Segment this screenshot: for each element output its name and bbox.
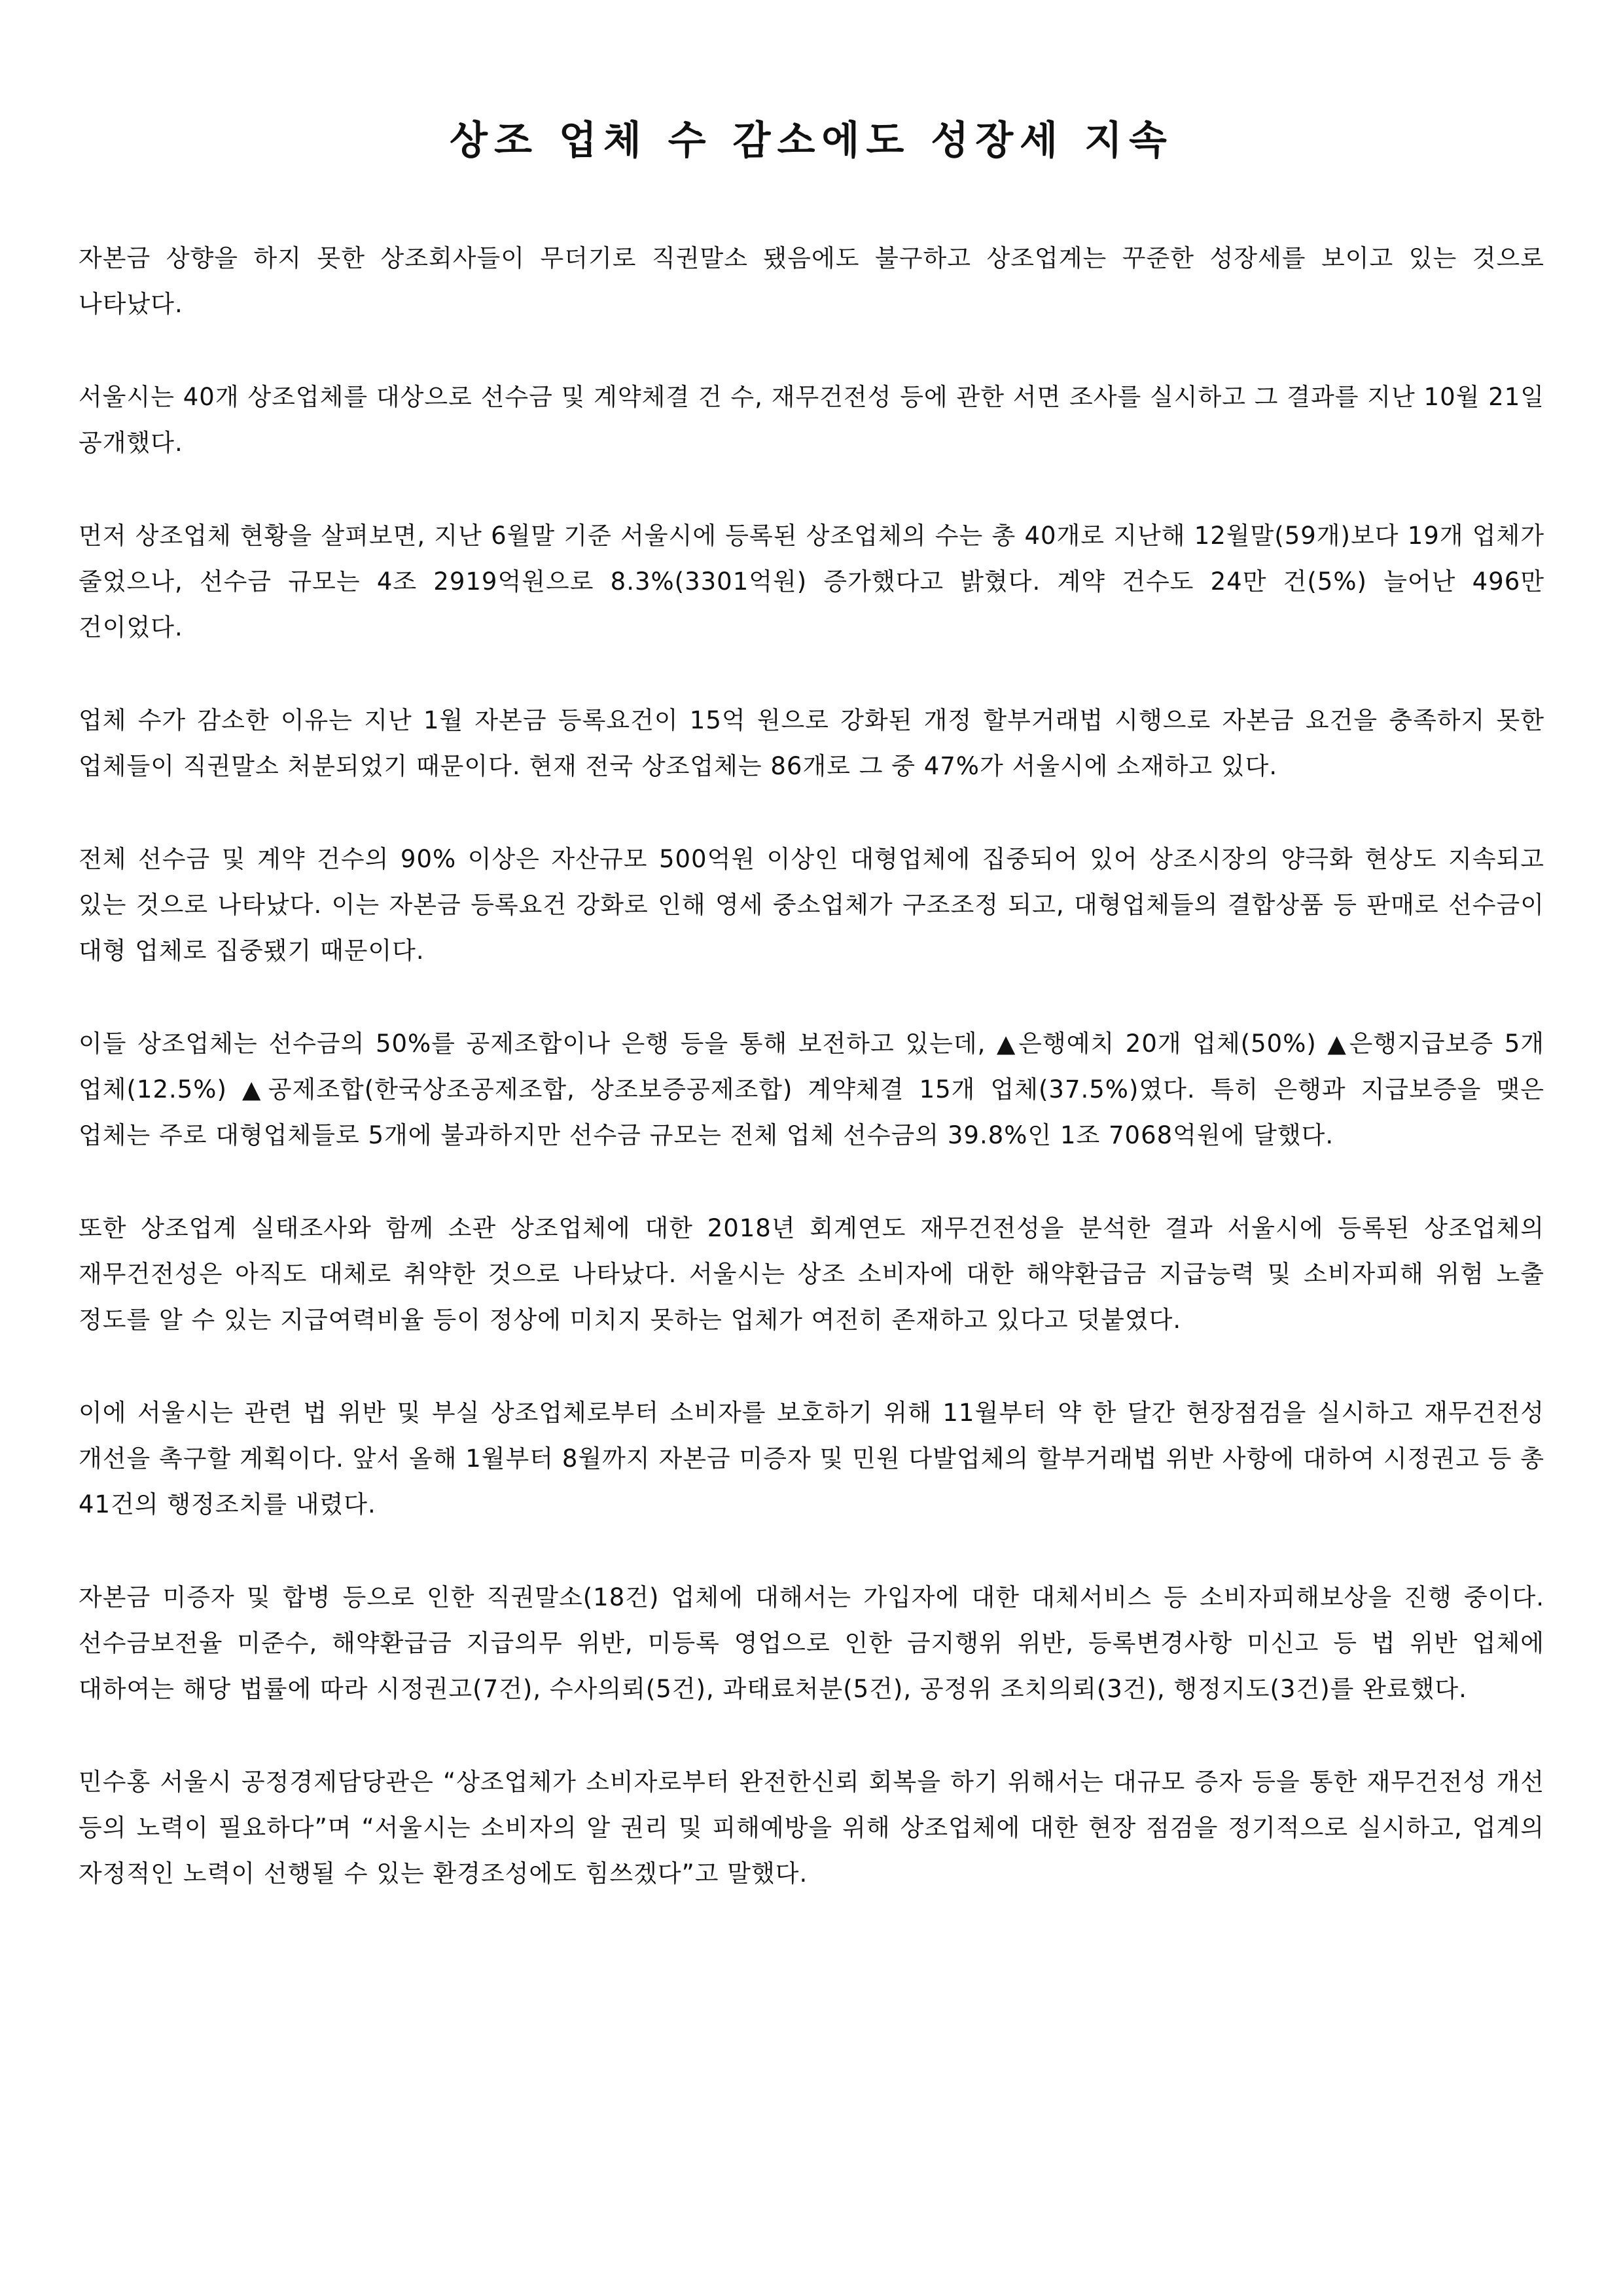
paragraph-6: 이들 상조업체는 선수금의 50%를 공제조합이나 은행 등을 통해 보전하고 있는데, ▲은행예치 20개 업체(50%) ▲은행지급보증 5개 업체(12.5%) ▲공제조합(한국상조공제조합, 상조보증공제조합) 계약체결 15개 업체(37.5%)였다. 특히 은행과 지급보증을 맺은 업체는 주로 대형업체들로 5개에 불과하지만 선수금 규모는 전체 업체 선수금의 39.8%인 1조 7068억원에 달했다.	[79, 1030, 1544, 1149]
paragraph-2: 서울시는 40개 상조업체를 대상으로 선수금 및 계약체결 건 수, 재무건전성 등에 관한 서면 조사를 실시하고 그 결과를 지난 10월 21일 공개했다.	[79, 383, 1544, 457]
paragraph-9: 자본금 미증자 및 합병 등으로 인한 직권말소(18건) 업체에 대해서는 가입자에 대한 대체서비스 등 소비자피해보상을 진행 중이다. 선수금보전율 미준수, 해약환급금 지급의무 위반, 미등록 영업으로 인한 금지행위 위반, 등록변경사항 미신고 등 법 위반 업체에 대하여는 해당 법률에 따라 시정권고(7건), 수사의뢰(5건), 과태료처분(5건), 공정위 조치의뢰(3건), 행정지도(3건)를 완료했다.	[79, 1583, 1544, 1703]
paragraph-5: 전체 선수금 및 계약 건수의 90% 이상은 자산규모 500억원 이상인 대형업체에 집중되어 있어 상조시장의 양극화 현상도 지속되고 있는 것으로 나타났다. 이는 자본금 등록요건 강화로 인해 영세 중소업체가 구조조정 되고, 대형업체들의 결합상품 등 판매로 선수금이 대형 업체로 집중됐기 때문이다.	[79, 845, 1544, 965]
article-title: 상조 업체 수 감소에도 성장세 지속	[450, 118, 1173, 164]
paragraph-8: 이에 서울시는 관련 법 위반 및 부실 상조업체로부터 소비자를 보호하기 위해 11월부터 약 한 달간 현장점검을 실시하고 재무건전성 개선을 촉구할 계획이다. 앞서 올해 1월부터 8월까지 자본금 미증자 및 민원 다발업체의 할부거래법 위반 사항에 대하여 시정권고 등 총 41건의 행정조치를 내렸다.	[79, 1399, 1544, 1518]
paragraph-7: 또한 상조업계 실태조사와 함께 소관 상조업체에 대한 2018년 회계연도 재무건전성을 분석한 결과 서울시에 등록된 상조업체의 재무건전성은 아직도 대체로 취약한 것으로 나타났다. 서울시는 상조 소비자에 대한 해약환급금 지급능력 및 소비자피해 위험 노출 정도를 알 수 있는 지급여력비율 등이 정상에 미치지 못하는 업체가 여전히 존재하고 있다고 덧붙였다.	[79, 1214, 1544, 1334]
paragraph-10: 민수홍 서울시 공정경제담당관은 “상조업체가 소비자로부터 완전한신뢰 회복을 하기 위해서는 대규모 증자 등을 통한 재무건전성 개선 등의 노력이 필요하다”며 “서울시는 소비자의 알 권리 및 피해예방을 위해 상조업체에 대한 현장 점검을 정기적으로 실시하고, 업계의 자정적인 노력이 선행될 수 있는 환경조성에도 힘쓰겠다”고 말했다.	[79, 1768, 1544, 1888]
paragraph-3: 먼저 상조업체 현황을 살펴보면, 지난 6월말 기준 서울시에 등록된 상조업체의 수는 총 40개로 지난해 12월말(59개)보다 19개 업체가 줄었으나, 선수금 규모는 4조 2919억원으로 8.3%(3301억원) 증가했다고 밝혔다. 계약 건수도 24만 건(5%) 늘어난 496만 건이었다.	[79, 522, 1544, 641]
article-body	[79, 236, 1544, 1944]
paragraph-1: 자본금 상향을 하지 못한 상조회사들이 무더기로 직권말소 됐음에도 불구하고 상조업계는 꾸준한 성장세를 보이고 있는 것으로 나타났다.	[79, 244, 1544, 318]
paragraph-4: 업체 수가 감소한 이유는 지난 1월 자본금 등록요건이 15억 원으로 강화된 개정 할부거래법 시행으로 자본금 요건을 충족하지 못한 업체들이 직권말소 처분되었기 때문이다. 현재 전국 상조업체는 86개로 그 중 47%가 서울시에 소재하고 있다.	[79, 706, 1544, 780]
